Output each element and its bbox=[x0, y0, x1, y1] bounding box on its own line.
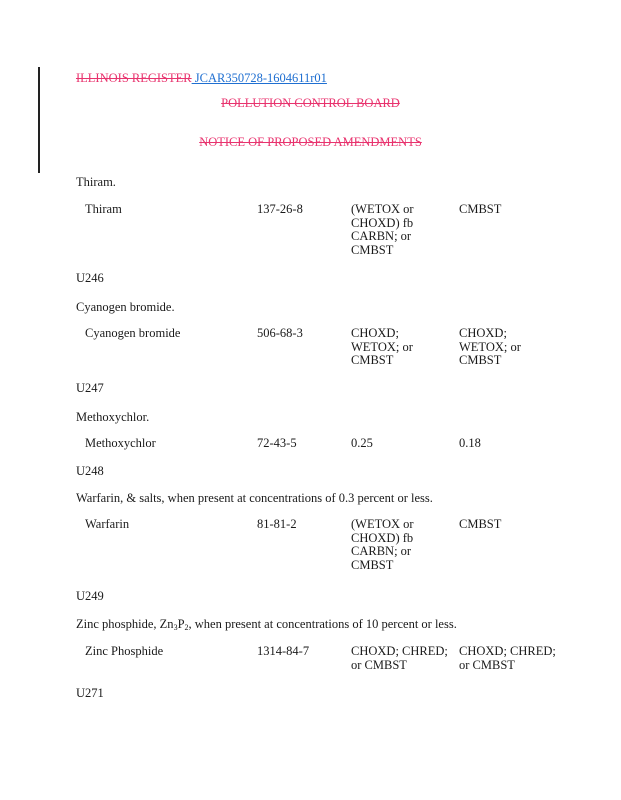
constituent-name: Methoxychlor bbox=[85, 436, 156, 450]
document-header bbox=[76, 71, 327, 86]
entry-description: Cyanogen bromide. bbox=[76, 300, 175, 314]
wastewater-standard: CHOXD; CHRED; or CMBST bbox=[351, 644, 448, 672]
entry-description: Thiram. bbox=[76, 175, 116, 189]
waste-code: U247 bbox=[76, 381, 104, 395]
notice-title: NOTICE OF PROPOSED AMENDMENTS bbox=[199, 135, 422, 149]
entry-description: Methoxychlor. bbox=[76, 410, 150, 424]
agency-title: POLLUTION CONTROL BOARD bbox=[221, 96, 400, 110]
cas-number: 137-26-8 bbox=[257, 202, 303, 216]
cas-number: 81-81-2 bbox=[257, 517, 297, 531]
cas-number: 506-68-3 bbox=[257, 326, 303, 340]
subscript: 3 bbox=[173, 623, 178, 632]
inserted-jcar-code: JCAR350728-1604611r01 bbox=[191, 71, 327, 85]
struck-register-title: ILLINOIS REGISTER bbox=[76, 71, 192, 85]
wastewater-standard: CHOXD; WETOX; or CMBST bbox=[351, 326, 413, 367]
nonwastewater-standard: CMBST bbox=[459, 517, 502, 531]
description-part: , when present at concentrations of 10 percent or less. bbox=[188, 617, 457, 631]
nonwastewater-standard: CMBST bbox=[459, 202, 502, 216]
wastewater-standard: 0.25 bbox=[351, 436, 373, 450]
wastewater-standard: (WETOX or CHOXD) fb CARBN; or CMBST bbox=[351, 517, 414, 572]
cas-number: 72-43-5 bbox=[257, 436, 297, 450]
constituent-name: Warfarin bbox=[85, 517, 130, 531]
subscript: 2 bbox=[184, 623, 189, 632]
entry-description bbox=[76, 617, 457, 632]
nonwastewater-standard: CHOXD; CHRED; or CMBST bbox=[459, 644, 556, 672]
waste-code: U248 bbox=[76, 464, 104, 478]
waste-code: U246 bbox=[76, 271, 104, 285]
constituent-name: Cyanogen bromide bbox=[85, 326, 181, 340]
waste-code: U271 bbox=[76, 686, 104, 700]
wastewater-standard: (WETOX or CHOXD) fb CARBN; or CMBST bbox=[351, 202, 414, 257]
cas-number: 1314-84-7 bbox=[257, 644, 310, 658]
entry-description: Warfarin, & salts, when present at concentrations of 0.3 percent or less. bbox=[76, 491, 433, 505]
nonwastewater-standard: 0.18 bbox=[459, 436, 481, 450]
description-part: P bbox=[177, 617, 185, 631]
constituent-name: Zinc Phosphide bbox=[85, 644, 164, 658]
waste-code: U249 bbox=[76, 589, 104, 603]
constituent-name: Thiram bbox=[85, 202, 122, 216]
description-part: Zinc phosphide, Zn bbox=[76, 617, 174, 631]
nonwastewater-standard: CHOXD; WETOX; or CMBST bbox=[459, 326, 521, 367]
revision-change-bar bbox=[38, 67, 40, 173]
